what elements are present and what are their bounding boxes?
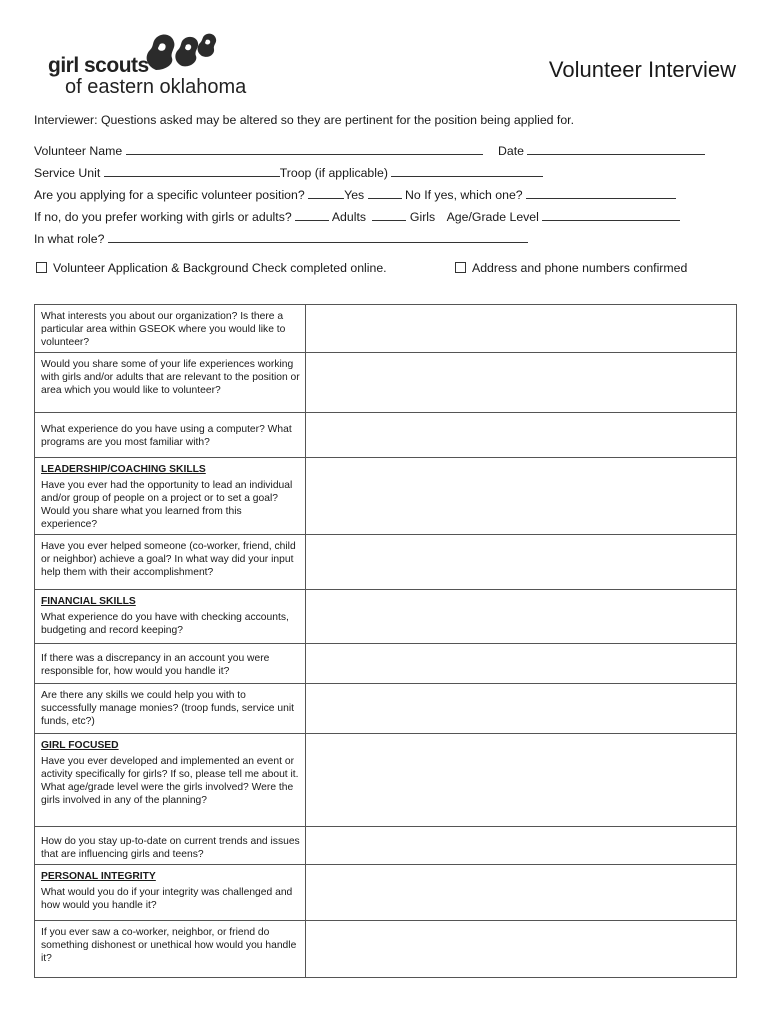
date-label: Date — [498, 144, 525, 158]
answer-cell[interactable] — [306, 353, 737, 413]
question-cell — [35, 305, 306, 353]
girls-label: Girls — [409, 210, 436, 224]
girls-input[interactable] — [372, 209, 406, 221]
checkbox-icon[interactable] — [455, 262, 466, 273]
adults-input[interactable] — [295, 209, 329, 221]
table-row — [35, 353, 737, 413]
which-one-input[interactable] — [526, 187, 676, 199]
answer-cell[interactable] — [306, 827, 737, 865]
checkbox-icon[interactable] — [36, 262, 47, 273]
application-check-label: Volunteer Application & Background Check completed online. — [53, 261, 387, 275]
answer-cell[interactable] — [306, 305, 737, 353]
question-text: What interests you about our organization? Is there a particular area within GSEOK where you would like to volunteer? — [41, 311, 286, 348]
no-input[interactable] — [368, 187, 402, 199]
answer-cell[interactable] — [306, 921, 737, 978]
question-text: Have you ever developed and implemented an event or activity specifically for girls? If so, please tell me about it. What age/grade level were the girls involved? Were the girls involved in any of the planning? — [41, 756, 299, 806]
answer-cell[interactable] — [306, 590, 737, 644]
question-text: Have you ever helped someone (co-worker, friend, child or neighbor) achieve a goal? In what way did your input help them with their accomplishment? — [41, 541, 296, 578]
answer-cell[interactable] — [306, 865, 737, 921]
question-cell — [35, 535, 306, 590]
question-cell — [35, 458, 306, 535]
applying-question: Are you applying for a specific volunteer position? — [34, 188, 305, 202]
question-cell — [35, 413, 306, 458]
question-cell — [35, 827, 306, 865]
volunteer-name-input[interactable] — [126, 143, 483, 155]
question-cell — [35, 590, 306, 644]
question-text: What experience do you have using a computer? What programs are you most familiar with? — [41, 424, 292, 448]
prefer-question: If no, do you prefer working with girls or adults? — [34, 210, 292, 224]
troop-label: Troop (if applicable) — [279, 166, 388, 180]
question-text: What would you do if your integrity was challenged and how would you handle it? — [41, 887, 293, 911]
yes-label: Yes — [344, 188, 365, 202]
answer-cell[interactable] — [306, 413, 737, 458]
answer-cell[interactable] — [306, 458, 737, 535]
answer-cell[interactable] — [306, 684, 737, 734]
question-text: What experience do you have with checking accounts, budgeting and record keeping? — [41, 612, 289, 636]
service-unit-label: Service Unit — [34, 166, 101, 180]
section-heading: PERSONAL INTEGRITY — [41, 871, 156, 882]
answer-cell[interactable] — [306, 535, 737, 590]
question-cell — [35, 684, 306, 734]
date-input[interactable] — [527, 143, 705, 155]
logo-line2: of eastern oklahoma — [65, 76, 247, 98]
service-unit-input[interactable] — [104, 165, 280, 177]
question-text: Have you ever had the opportunity to lead an individual and/or group of people on a project or to set a goal? Would you share what you learned from this experience? — [41, 480, 293, 530]
row-service-troop — [34, 165, 543, 180]
table-row — [35, 305, 737, 353]
answer-cell[interactable] — [306, 644, 737, 684]
table-row — [35, 684, 737, 734]
table-row — [35, 413, 737, 458]
question-cell — [35, 353, 306, 413]
logo-line1: girl scouts — [48, 54, 149, 77]
section-heading: GIRL FOCUSED — [41, 740, 119, 751]
table-row — [35, 734, 737, 827]
gsok-logo — [48, 30, 248, 100]
troop-input[interactable] — [391, 165, 543, 177]
role-label: In what role? — [34, 232, 105, 246]
interview-questions-table — [34, 304, 737, 978]
no-label: No — [405, 188, 421, 202]
answer-cell[interactable] — [306, 734, 737, 827]
table-row — [35, 865, 737, 921]
address-check[interactable] — [455, 261, 687, 275]
table-row — [35, 921, 737, 978]
question-text: Would you share some of your life experiences working with girls and/or adults that are relevant to the position or area which you would like to volunteer? — [41, 359, 300, 396]
question-text: If you ever saw a co-worker, neighbor, or friend do something dishonest or unethical how would you handle it? — [41, 927, 297, 964]
adults-label: Adults — [331, 210, 367, 224]
table-row — [35, 590, 737, 644]
table-row — [35, 535, 737, 590]
age-grade-label: Age/Grade Level — [446, 210, 539, 224]
question-text: How do you stay up-to-date on current trends and issues that are influencing girls and teens? — [41, 836, 300, 860]
application-check[interactable] — [36, 261, 387, 275]
question-cell — [35, 644, 306, 684]
section-heading: FINANCIAL SKILLS — [41, 596, 136, 607]
address-check-label: Address and phone numbers confirmed — [472, 261, 688, 275]
table-row — [35, 644, 737, 684]
section-heading: LEADERSHIP/COACHING SKILLS — [41, 464, 206, 475]
table-row — [35, 827, 737, 865]
question-cell — [35, 921, 306, 978]
role-input[interactable] — [108, 231, 528, 243]
question-text: Are there any skills we could help you with to successfully manage monies? (troop funds, service unit funds, etc?) — [41, 690, 294, 727]
age-grade-input[interactable] — [542, 209, 680, 221]
table-row — [35, 458, 737, 535]
row-prefer — [34, 209, 680, 224]
row-role — [34, 231, 528, 246]
which-one-label: If yes, which one? — [424, 188, 523, 202]
intro-text: Interviewer: Questions asked may be altered so they are pertinent for the position being applied for. — [34, 113, 575, 127]
question-cell — [35, 734, 306, 827]
volunteer-name-label: Volunteer Name — [34, 144, 123, 158]
yes-input[interactable] — [308, 187, 344, 199]
question-cell — [35, 865, 306, 921]
page-title: Volunteer Interview — [548, 57, 736, 82]
row-name-date — [34, 143, 705, 158]
row-applying — [34, 187, 676, 202]
question-text: If there was a discrepancy in an account you were responsible for, how would you handle it? — [41, 653, 270, 677]
